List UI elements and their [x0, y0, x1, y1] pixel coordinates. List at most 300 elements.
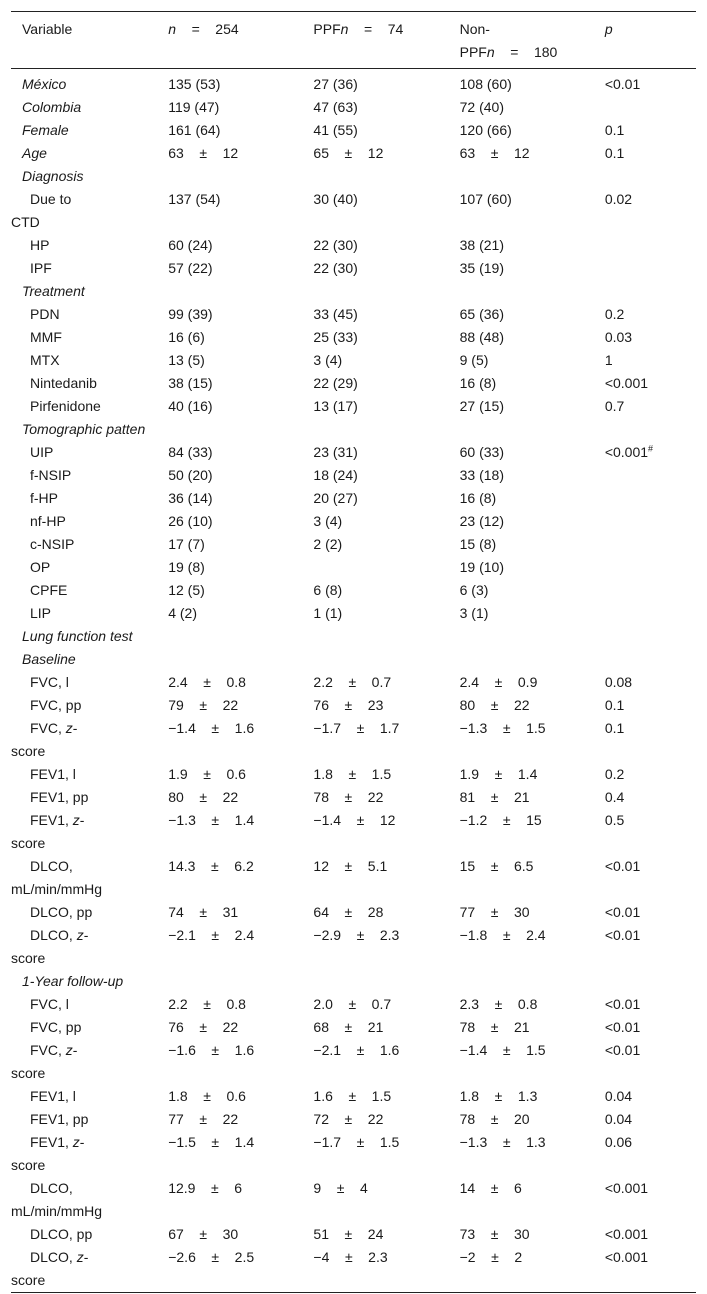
row-label	[11, 579, 168, 602]
value-ppf	[313, 1223, 459, 1246]
row-label-text	[11, 855, 168, 901]
value-total	[168, 809, 313, 855]
table-row	[11, 257, 696, 280]
value-total-text: 63 ± 12	[168, 145, 239, 161]
value-total	[168, 763, 313, 786]
row-label-text	[22, 628, 133, 644]
value-non-ppf	[460, 1108, 605, 1131]
value-total	[168, 1108, 313, 1131]
value-ppf	[313, 464, 459, 487]
value-total	[168, 993, 313, 1016]
row-label-main: MTX	[30, 352, 60, 368]
value-non-ppf	[460, 694, 605, 717]
value-non-ppf-text: 27 (15)	[459, 398, 504, 414]
row-label-text	[22, 283, 85, 299]
value-ppf-text: 30 (40)	[313, 191, 358, 207]
value-total	[168, 602, 313, 625]
table-row	[11, 855, 696, 901]
value-non-ppf	[460, 96, 605, 119]
value-p-text: 0.03	[604, 329, 633, 345]
value-non-ppf	[460, 556, 605, 579]
value-total-text: −1.6 ± 1.6	[168, 1042, 255, 1058]
value-ppf-text: 33 (45)	[313, 306, 358, 322]
value-total	[168, 855, 313, 901]
table-row	[11, 1246, 696, 1293]
value-ppf-text: 20 (27)	[313, 490, 358, 506]
row-label	[11, 96, 168, 119]
value-p-text: 0.5	[604, 812, 625, 828]
row-label-main: MMF	[30, 329, 62, 345]
value-total	[168, 165, 313, 188]
value-ppf-text: 2.0 ± 0.7	[313, 996, 392, 1012]
value-non-ppf	[460, 602, 605, 625]
value-total	[168, 579, 313, 602]
value-total-text: 119 (47)	[168, 99, 220, 115]
value-ppf	[313, 280, 459, 303]
value-ppf	[313, 510, 459, 533]
value-ppf-text: −2.9 ± 2.3	[313, 927, 400, 943]
value-total-text: −1.5 ± 1.4	[168, 1134, 255, 1150]
value-total-text: 17 (7)	[168, 536, 205, 552]
row-label-main: FVC, l	[30, 996, 69, 1012]
row-label-text	[11, 326, 168, 349]
value-ppf	[313, 257, 459, 280]
value-non-ppf-text: 6 (3)	[459, 582, 489, 598]
row-label-main: FVC, l	[30, 674, 69, 690]
value-non-ppf-text: 65 (36)	[459, 306, 504, 322]
value-p-text: 0.1	[604, 145, 625, 161]
value-non-ppf-text: 73 ± 30	[459, 1226, 530, 1242]
row-label-main: IPF	[30, 260, 52, 276]
value-p	[605, 786, 696, 809]
value-total	[168, 510, 313, 533]
data-table	[11, 11, 696, 1293]
table-row	[11, 1016, 696, 1039]
value-total-text: −1.3 ± 1.4	[168, 812, 255, 828]
value-non-ppf	[460, 510, 605, 533]
row-label-main: Age	[22, 145, 47, 161]
row-label-italic: z	[76, 927, 84, 943]
row-label-text	[11, 763, 168, 786]
value-ppf-text: 1.6 ± 1.5	[313, 1088, 392, 1104]
row-label	[11, 234, 168, 257]
group-row	[11, 418, 696, 441]
value-non-ppf	[460, 418, 605, 441]
value-ppf	[313, 395, 459, 418]
value-p	[605, 717, 696, 763]
group-row	[11, 119, 696, 142]
row-label-text	[11, 694, 168, 717]
value-p	[605, 855, 696, 901]
value-ppf-text: 22 (29)	[313, 375, 358, 391]
table-row	[11, 1085, 696, 1108]
row-label-text	[11, 234, 168, 257]
value-ppf	[313, 1016, 459, 1039]
row-label-main: f-HP	[30, 490, 58, 506]
value-total	[168, 280, 313, 303]
value-ppf	[313, 418, 459, 441]
value-p-text: 0.4	[604, 789, 625, 805]
row-label-text	[11, 533, 168, 556]
value-non-ppf-text: 35 (19)	[459, 260, 504, 276]
header-row	[11, 12, 696, 69]
value-p-text: <0.01	[604, 904, 641, 920]
value-p	[605, 119, 696, 142]
value-p	[605, 257, 696, 280]
group-row	[11, 96, 696, 119]
row-label	[11, 1108, 168, 1131]
row-label-main: FVC,	[30, 720, 66, 736]
row-label-main: Treatment	[22, 283, 85, 299]
value-p-text: <0.001	[604, 1180, 649, 1196]
row-label-main: HP	[30, 237, 50, 253]
value-ppf	[313, 1246, 459, 1293]
row-label-suffix: - score	[11, 1134, 85, 1173]
value-non-ppf	[460, 487, 605, 510]
row-label	[11, 1246, 168, 1293]
row-label-main: DLCO, mL/min/mmHg	[11, 1180, 103, 1219]
value-non-ppf-text: 78 ± 20	[459, 1111, 530, 1127]
table-row	[11, 1177, 696, 1223]
row-label-text	[11, 671, 168, 694]
header-text: PPF	[313, 21, 341, 37]
value-non-ppf	[460, 326, 605, 349]
row-label-main: CPFE	[30, 582, 68, 598]
value-total-text: 2.2 ± 0.8	[168, 996, 246, 1012]
value-ppf-text: 13 (17)	[313, 398, 358, 414]
value-p-text: 0.2	[604, 306, 625, 322]
row-label-text	[11, 441, 168, 464]
table-row	[11, 1131, 696, 1177]
value-total-text: 26 (10)	[168, 513, 213, 529]
value-non-ppf-text: 81 ± 21	[459, 789, 530, 805]
value-total-text: −1.4 ± 1.6	[168, 720, 255, 736]
row-label	[11, 763, 168, 786]
value-p	[605, 372, 696, 395]
value-ppf	[313, 625, 459, 648]
value-p-text: <0.001	[604, 1249, 649, 1265]
value-non-ppf-text: 16 (8)	[459, 375, 497, 391]
value-non-ppf	[460, 372, 605, 395]
value-p-text: <0.001	[604, 375, 649, 391]
row-label-text	[11, 993, 168, 1016]
value-p	[605, 602, 696, 625]
value-ppf-text: 78 ± 22	[313, 789, 384, 805]
row-label-text	[11, 487, 168, 510]
value-total	[168, 418, 313, 441]
row-label-main: FEV1, l	[30, 766, 76, 782]
value-non-ppf	[460, 533, 605, 556]
row-label	[11, 533, 168, 556]
table-row	[11, 1039, 696, 1085]
value-total-text: 77 ± 22	[168, 1111, 239, 1127]
value-non-ppf	[460, 1039, 605, 1085]
value-p	[605, 165, 696, 188]
row-label-main: FVC,	[30, 1042, 66, 1058]
value-total	[168, 671, 313, 694]
value-ppf	[313, 303, 459, 326]
value-total	[168, 257, 313, 280]
row-label-main: DLCO,	[30, 927, 77, 943]
row-label	[11, 441, 168, 464]
row-label-text	[11, 1108, 168, 1131]
value-ppf-text: 12 ± 5.1	[313, 858, 388, 874]
row-label-main: Tomographic patten	[22, 421, 146, 437]
value-total	[168, 326, 313, 349]
value-total	[168, 1177, 313, 1223]
value-total	[168, 372, 313, 395]
value-ppf	[313, 188, 459, 234]
value-total-text: 14.3 ± 6.2	[168, 858, 254, 874]
value-non-ppf-text: −1.3 ± 1.5	[459, 720, 546, 736]
value-total-text: 40 (16)	[168, 398, 213, 414]
table-row	[11, 901, 696, 924]
value-ppf-text: 22 (30)	[313, 260, 358, 276]
value-p	[605, 1246, 696, 1293]
value-ppf	[313, 924, 459, 970]
row-label-main: Lung function test	[22, 628, 133, 644]
value-p	[605, 441, 696, 464]
table-row	[11, 579, 696, 602]
value-total	[168, 441, 313, 464]
table-row	[11, 717, 696, 763]
row-label-suffix: - score	[11, 720, 78, 759]
value-non-ppf-text: 77 ± 30	[459, 904, 530, 920]
value-ppf-text: 72 ± 22	[313, 1111, 384, 1127]
value-total	[168, 533, 313, 556]
value-ppf	[313, 993, 459, 1016]
header-text: Variable	[22, 21, 73, 37]
value-ppf-text: 76 ± 23	[313, 697, 384, 713]
value-non-ppf-text: 60 (33)	[459, 444, 504, 460]
value-ppf-text: −4 ± 2.3	[313, 1249, 388, 1265]
value-ppf	[313, 441, 459, 464]
value-non-ppf-text: 38 (21)	[459, 237, 504, 253]
row-label-text	[22, 421, 145, 437]
row-label	[11, 1016, 168, 1039]
value-ppf-text: 3 (4)	[313, 513, 343, 529]
row-label	[11, 142, 168, 165]
value-p	[605, 188, 696, 234]
value-non-ppf	[460, 69, 605, 97]
row-label	[11, 1177, 168, 1223]
group-row	[11, 970, 696, 993]
row-label-text	[11, 188, 168, 234]
row-label-main: DLCO, pp	[30, 1226, 93, 1242]
value-p	[605, 1016, 696, 1039]
row-label-text	[11, 1085, 168, 1108]
row-label	[11, 694, 168, 717]
row-label-main: FVC, pp	[30, 697, 82, 713]
header-non-ppf	[460, 12, 605, 69]
value-total	[168, 901, 313, 924]
value-total-text: 19 (8)	[168, 559, 205, 575]
header-count: = 180	[494, 44, 558, 60]
value-ppf	[313, 671, 459, 694]
value-non-ppf-text: −2 ± 2	[459, 1249, 523, 1265]
header-ppf	[313, 12, 459, 69]
row-label	[11, 303, 168, 326]
value-non-ppf-text: 120 (66)	[459, 122, 512, 138]
row-label-main: nf-HP	[30, 513, 66, 529]
value-total	[168, 96, 313, 119]
row-label	[11, 257, 168, 280]
value-p	[605, 763, 696, 786]
value-ppf	[313, 809, 459, 855]
value-non-ppf	[460, 303, 605, 326]
value-total-text: 76 ± 22	[168, 1019, 239, 1035]
table-header	[11, 12, 696, 69]
value-ppf	[313, 1108, 459, 1131]
value-p	[605, 648, 696, 671]
row-label-suffix: - score	[11, 927, 89, 966]
group-row	[11, 648, 696, 671]
row-label	[11, 510, 168, 533]
value-non-ppf-text: 63 ± 12	[459, 145, 530, 161]
value-total	[168, 119, 313, 142]
value-ppf	[313, 372, 459, 395]
row-label-text	[11, 372, 168, 395]
value-ppf	[313, 717, 459, 763]
value-non-ppf	[460, 280, 605, 303]
value-p-text: <0.001	[604, 444, 649, 460]
row-label	[11, 671, 168, 694]
row-label	[11, 1039, 168, 1085]
value-non-ppf	[460, 165, 605, 188]
row-label	[11, 1085, 168, 1108]
value-ppf	[313, 119, 459, 142]
table-row	[11, 809, 696, 855]
row-label-suffix: - score	[11, 1042, 78, 1081]
value-ppf	[313, 763, 459, 786]
group-row	[11, 69, 696, 97]
row-label	[11, 326, 168, 349]
row-label-text	[11, 602, 168, 625]
value-p	[605, 1108, 696, 1131]
header-count: = 74	[348, 21, 404, 37]
value-ppf	[313, 326, 459, 349]
table-row	[11, 1223, 696, 1246]
row-label	[11, 372, 168, 395]
row-label	[11, 855, 168, 901]
value-ppf	[313, 165, 459, 188]
row-label-main: Baseline	[22, 651, 76, 667]
row-label	[11, 69, 168, 97]
row-label-main: LIP	[30, 605, 52, 621]
table-row	[11, 533, 696, 556]
value-ppf	[313, 69, 459, 97]
value-non-ppf	[460, 464, 605, 487]
row-label	[11, 602, 168, 625]
value-total-text: 161 (64)	[168, 122, 221, 138]
table-body	[11, 69, 696, 1293]
value-non-ppf	[460, 1246, 605, 1293]
value-ppf-text: 47 (63)	[313, 99, 358, 115]
row-label-main: Pirfenidone	[30, 398, 101, 414]
table-row	[11, 993, 696, 1016]
value-total-text: −2.6 ± 2.5	[168, 1249, 255, 1265]
value-total-text: −2.1 ± 2.4	[168, 927, 255, 943]
value-ppf	[313, 855, 459, 901]
row-label-text	[11, 1131, 168, 1177]
value-p-text: 0.1	[604, 122, 625, 138]
row-label-text	[11, 786, 168, 809]
value-total	[168, 1131, 313, 1177]
value-total	[168, 188, 313, 234]
table-row	[11, 556, 696, 579]
value-p	[605, 901, 696, 924]
value-non-ppf-text: −1.8 ± 2.4	[459, 927, 546, 943]
value-p	[605, 1131, 696, 1177]
table-row	[11, 349, 696, 372]
row-label-main: FVC, pp	[30, 1019, 82, 1035]
value-non-ppf-text: 88 (48)	[459, 329, 504, 345]
row-label	[11, 395, 168, 418]
value-total-text: 60 (24)	[168, 237, 213, 253]
value-total-text: 38 (15)	[168, 375, 213, 391]
value-p-text: <0.001	[604, 1226, 649, 1242]
row-label-italic: z	[65, 1042, 73, 1058]
value-p	[605, 1039, 696, 1085]
value-total	[168, 1039, 313, 1085]
row-label-text	[11, 809, 168, 855]
row-label-text	[11, 303, 168, 326]
row-label-main: OP	[30, 559, 51, 575]
value-non-ppf-text: 1.8 ± 1.3	[459, 1088, 538, 1104]
value-p	[605, 510, 696, 533]
value-p	[605, 395, 696, 418]
value-p-text: 0.04	[604, 1088, 633, 1104]
value-p-text: 0.02	[604, 191, 633, 207]
value-total-text: 16 (6)	[168, 329, 205, 345]
value-ppf	[313, 786, 459, 809]
value-total-text: 12 (5)	[168, 582, 205, 598]
header-variable	[11, 12, 168, 69]
value-non-ppf-text: 2.3 ± 0.8	[459, 996, 538, 1012]
row-label-text	[11, 464, 168, 487]
value-total	[168, 924, 313, 970]
value-ppf	[313, 556, 459, 579]
value-ppf	[313, 1039, 459, 1085]
value-ppf-text: −1.7 ± 1.5	[313, 1134, 400, 1150]
value-non-ppf	[460, 257, 605, 280]
table-row	[11, 924, 696, 970]
value-p	[605, 694, 696, 717]
value-non-ppf-text: 80 ± 22	[459, 697, 530, 713]
value-non-ppf	[460, 1177, 605, 1223]
row-label	[11, 1131, 168, 1177]
header-p	[605, 12, 696, 69]
value-non-ppf-text: 15 ± 6.5	[459, 858, 534, 874]
table-row	[11, 234, 696, 257]
row-label-text	[11, 510, 168, 533]
value-total-text: 36 (14)	[168, 490, 213, 506]
value-total-text: 84 (33)	[168, 444, 213, 460]
row-label-italic: z	[72, 812, 80, 828]
value-ppf	[313, 349, 459, 372]
value-total-text: 1.8 ± 0.6	[168, 1088, 246, 1104]
row-label	[11, 418, 168, 441]
value-total-text: 13 (5)	[168, 352, 205, 368]
header-count: = 254	[176, 21, 239, 37]
row-label-main: Colombia	[22, 99, 82, 115]
value-p	[605, 96, 696, 119]
row-label-text	[11, 1016, 168, 1039]
value-ppf	[313, 579, 459, 602]
value-ppf	[313, 694, 459, 717]
row-label-main: FEV1, l	[30, 1088, 76, 1104]
row-label-main: Due to CTD	[11, 191, 72, 230]
